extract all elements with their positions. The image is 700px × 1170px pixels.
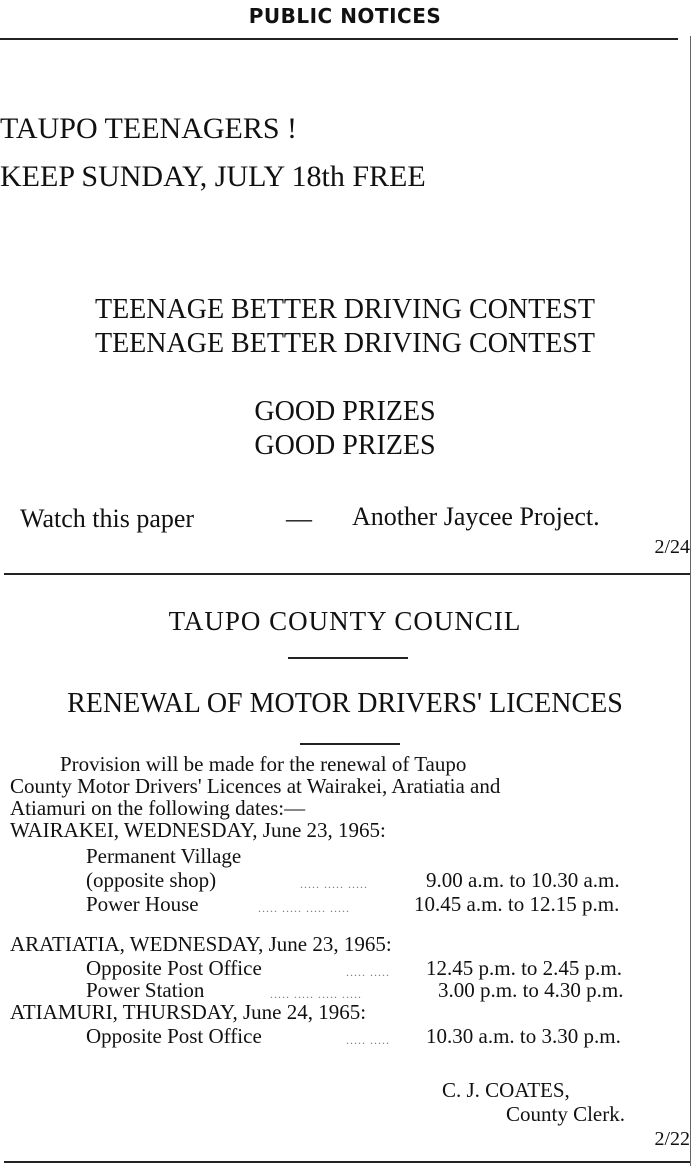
atiamuri-post-office: Opposite Post Office bbox=[86, 1024, 262, 1048]
prizes-line-1: GOOD PRIZES bbox=[254, 396, 436, 427]
wairakei-shop: (opposite shop) bbox=[86, 868, 217, 892]
wairakei-village: Permanent Village bbox=[86, 844, 242, 868]
intro-line-2: County Motor Drivers' Licences at Wairakei, Aratiatia and bbox=[10, 774, 501, 798]
teenagers-headline: TAUPO TEENAGERS ! bbox=[0, 112, 298, 145]
leader-dots: ..... ..... bbox=[346, 965, 390, 979]
aratiatia-power-station-time: 3.00 p.m. to 4.30 p.m. bbox=[438, 978, 624, 1002]
signatory-name: C. J. COATES, bbox=[442, 1078, 570, 1102]
wairakei-heading: WAIRAKEI, WEDNESDAY, June 23, 1965: bbox=[10, 818, 386, 842]
leader-dots: ..... ..... ..... bbox=[300, 877, 368, 891]
watch-this-paper: Watch this paper bbox=[20, 504, 195, 533]
aratiatia-post-office-time: 12.45 p.m. to 2.45 p.m. bbox=[426, 956, 623, 980]
bottom-rule bbox=[4, 1161, 690, 1163]
keep-sunday-headline: KEEP SUNDAY, JULY 18th FREE bbox=[0, 160, 426, 193]
wairakei-power-house: Power House bbox=[86, 892, 199, 916]
short-rule bbox=[288, 657, 408, 659]
intro-line-3: Atiamuri on the following dates:— bbox=[10, 796, 306, 820]
notice-reference: 2/22 bbox=[654, 1128, 690, 1150]
aratiatia-heading: ARATIATIA, WEDNESDAY, June 23, 1965: bbox=[10, 932, 392, 956]
wairakei-shop-time: 9.00 a.m. to 10.30 a.m. bbox=[426, 868, 620, 892]
signatory-title: County Clerk. bbox=[506, 1102, 625, 1126]
leader-dots: ..... ..... ..... ..... bbox=[258, 901, 350, 915]
leader-dots: ..... ..... ..... ..... bbox=[270, 987, 362, 1001]
atiamuri-post-office-time: 10.30 a.m. to 3.30 p.m. bbox=[426, 1024, 621, 1048]
separator-dash: — bbox=[286, 504, 312, 533]
renewal-heading: RENEWAL OF MOTOR DRIVERS' LICENCES bbox=[67, 688, 623, 719]
wairakei-power-house-time: 10.45 a.m. to 12.15 p.m. bbox=[414, 892, 620, 916]
prizes-line-2: GOOD PRIZES bbox=[254, 430, 436, 461]
notice-reference: 2/24 bbox=[654, 536, 690, 558]
contest-line-2: TEENAGE BETTER DRIVING CONTEST bbox=[94, 328, 596, 359]
aratiatia-post-office: Opposite Post Office bbox=[86, 956, 262, 980]
aratiatia-power-station: Power Station bbox=[86, 978, 205, 1002]
leader-dots: ..... ..... bbox=[346, 1033, 390, 1047]
council-name: TAUPO COUNTY COUNCIL bbox=[168, 606, 522, 636]
jaycee-project: Another Jaycee Project. bbox=[352, 502, 600, 531]
short-rule bbox=[300, 743, 400, 745]
intro-line-1: Provision will be made for the renewal of Taupo bbox=[60, 752, 467, 776]
contest-line-1: TEENAGE BETTER DRIVING CONTEST bbox=[94, 294, 596, 325]
right-column-rule bbox=[690, 36, 691, 1166]
section-title: PUBLIC NOTICES bbox=[248, 4, 442, 28]
atiamuri-heading: ATIAMURI, THURSDAY, June 24, 1965: bbox=[10, 1000, 367, 1024]
header-rule bbox=[0, 38, 678, 40]
notice-divider bbox=[4, 573, 690, 575]
